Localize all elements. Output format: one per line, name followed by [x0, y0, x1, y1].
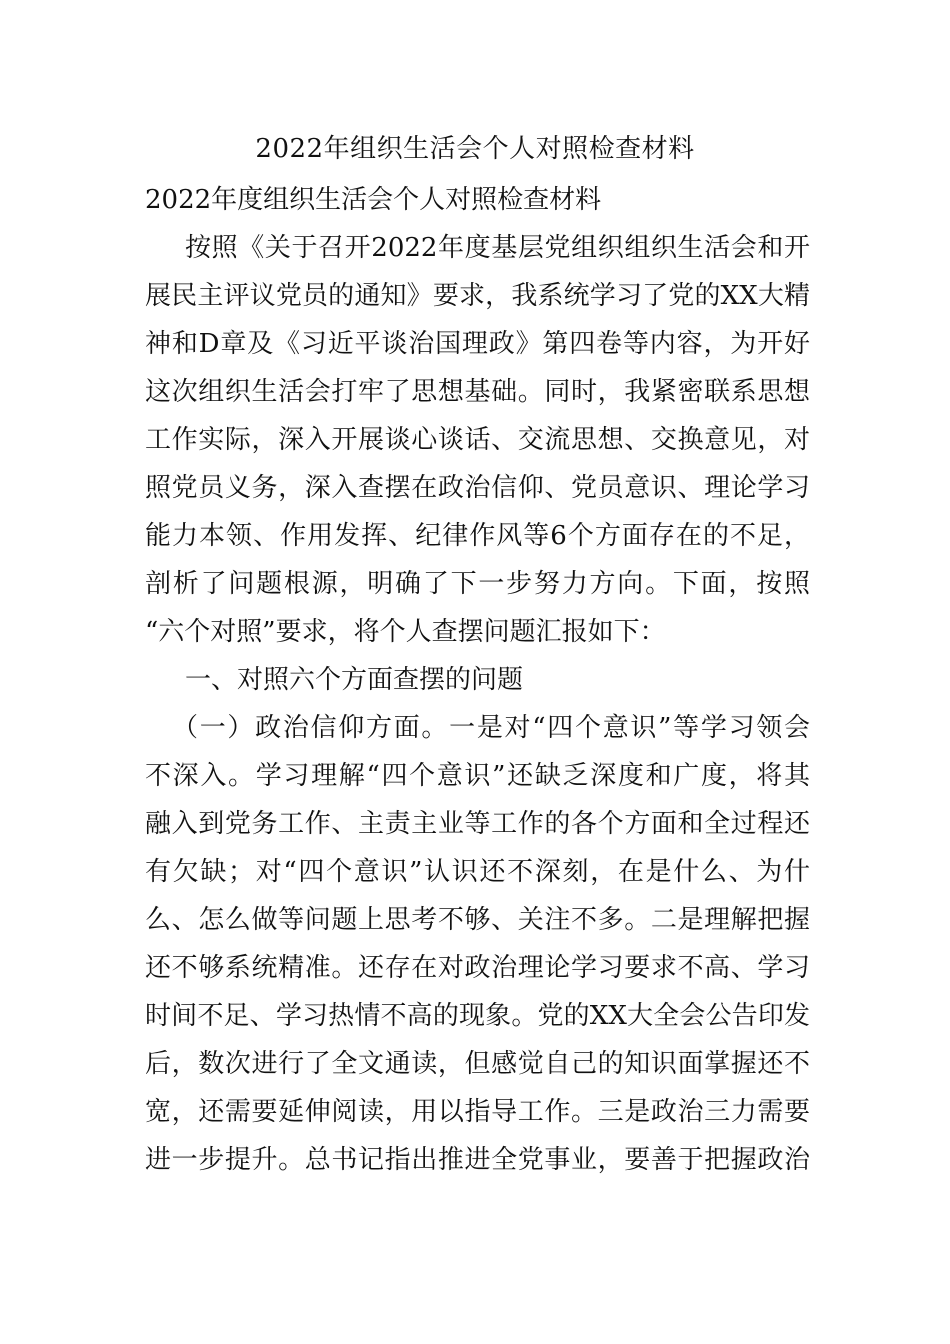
- paragraph-line: 剖析了问题根源，明确了下一步努力方向。下面，按照: [145, 569, 810, 599]
- paragraph-line: 时间不足、学习热情不高的现象。党的XX大全会公告印发: [145, 1001, 810, 1031]
- paragraph-line: 宽，还需要延伸阅读，用以指导工作。三是政治三力需要: [145, 1097, 810, 1127]
- paragraph-line: 这次组织生活会打牢了思想基础。同时，我紧密联系思想: [145, 377, 810, 407]
- section-heading: 一、对照六个方面查摆的问题: [185, 665, 524, 695]
- paragraph-line: 按照《关于召开2022年度基层党组织组织生活会和开: [185, 233, 810, 263]
- paragraph-line: （一）政治信仰方面。一是对“四个意识”等学习领会: [172, 713, 810, 743]
- paragraph-line: 工作实际，深入开展谈心谈话、交流思想、交换意见，对: [145, 425, 810, 455]
- paragraph-line: 融入到党务工作、主责主业等工作的各个方面和全过程还: [145, 809, 810, 839]
- document-title: 2022年组织生活会个人对照检查材料: [255, 134, 695, 164]
- paragraph-line: “六个对照”要求，将个人查摆问题汇报如下：: [145, 617, 666, 647]
- paragraph-line: 能力本领、作用发挥、纪律作风等6个方面存在的不足，: [145, 521, 810, 551]
- paragraph-line: 不深入。学习理解“四个意识”还缺乏深度和广度，将其: [145, 761, 810, 791]
- paragraph-line: 神和D章及《习近平谈治国理政》第四卷等内容，为开好: [145, 329, 810, 359]
- document-subtitle: 2022年度组织生活会个人对照检查材料: [145, 185, 602, 215]
- paragraph-line: 么、怎么做等问题上思考不够、关注不多。二是理解把握: [145, 905, 810, 935]
- paragraph-line: 有欠缺；对“四个意识”认识还不深刻，在是什么、为什: [145, 857, 810, 887]
- paragraph-line: 进一步提升。总书记指出推进全党事业，要善于把握政治: [145, 1145, 810, 1175]
- paragraph-line: 后，数次进行了全文通读，但感觉自己的知识面掌握还不: [145, 1049, 810, 1079]
- paragraph-line: 还不够系统精准。还存在对政治理论学习要求不高、学习: [145, 953, 810, 983]
- paragraph-line: 展民主评议党员的通知》要求，我系统学习了党的XX大精: [145, 281, 810, 311]
- paragraph-line: 照党员义务，深入查摆在政治信仰、党员意识、理论学习: [145, 473, 810, 503]
